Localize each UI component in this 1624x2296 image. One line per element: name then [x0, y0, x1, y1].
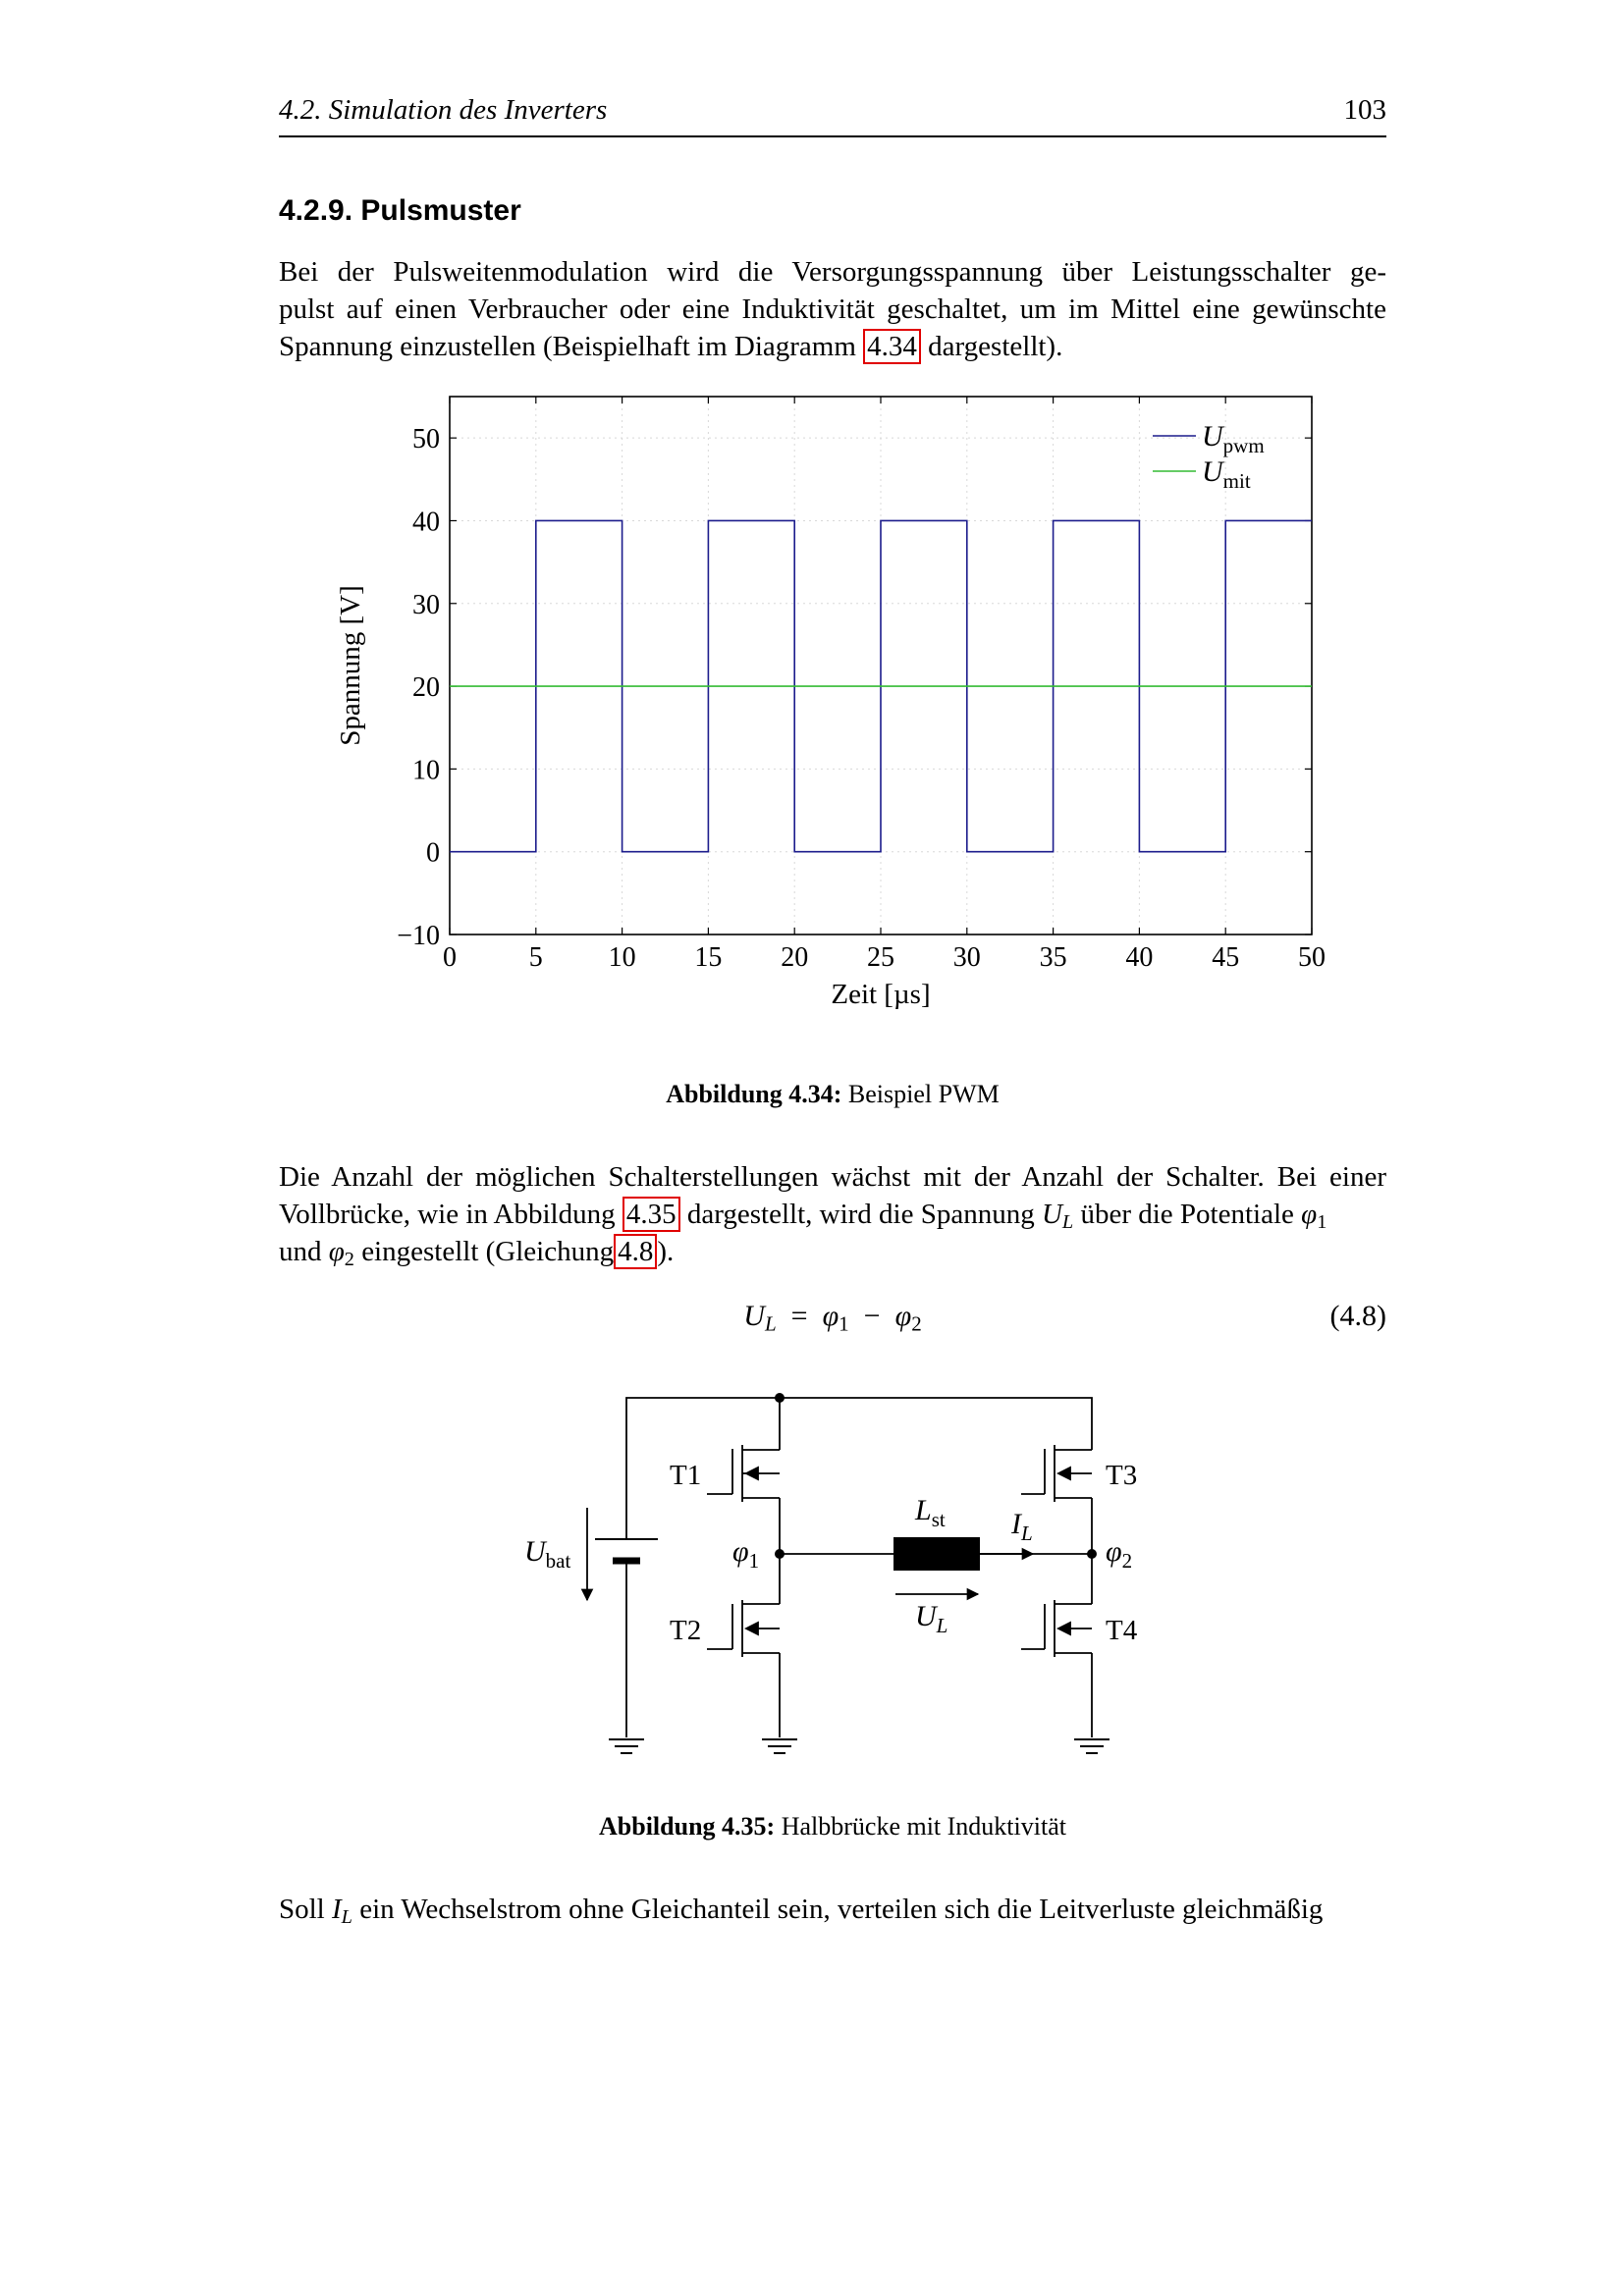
- x-tick-label: 10: [608, 942, 636, 973]
- text-run: eingestellt (Gleichung: [353, 1236, 615, 1267]
- math-subscript: L: [341, 1906, 352, 1929]
- x-tick-label: 50: [1298, 942, 1326, 973]
- paragraph-line: Bei der Pulsweitenmodulation wird die Versorgungsspannung über Leistungsschalter ge-: [279, 256, 1386, 288]
- paragraph-line: [279, 1891, 1386, 1928]
- equation-ref-link[interactable]: 4.8: [614, 1234, 657, 1269]
- circuit-wires: [626, 1398, 1092, 1737]
- math-subscript: 1: [1317, 1211, 1327, 1234]
- ground-symbol: [609, 1739, 644, 1753]
- caption-text: Beispiel PWM: [847, 1080, 1000, 1108]
- y-tick-label: 0: [426, 837, 440, 869]
- equation-number: (4.8): [1329, 1300, 1386, 1332]
- y-tick-label: 20: [412, 672, 440, 704]
- equals-sign: =: [784, 1300, 816, 1332]
- transistor-t3: [1021, 1445, 1092, 1502]
- text-run: dargestellt, wird die Spannung: [679, 1199, 1042, 1230]
- label-il: [1010, 1508, 1033, 1545]
- math-symbol: φ: [328, 1236, 345, 1267]
- figure-ref-link[interactable]: 4.35: [623, 1197, 680, 1232]
- text-run: Soll: [279, 1894, 332, 1925]
- x-axis-label: Zeit [µs]: [831, 979, 931, 1010]
- paragraph-line: Die Anzahl der möglichen Schalterstellungen wächst mit der Anzahl der Schalter. Bei einer: [279, 1161, 1386, 1193]
- label-ubat: [524, 1535, 570, 1573]
- label-t1: T1: [670, 1460, 702, 1491]
- transistor-t2: [707, 1600, 780, 1657]
- math-symbol: U: [915, 1600, 937, 1632]
- x-tick-label: 25: [867, 942, 894, 973]
- caption-text: Halbbrücke mit Induktivität: [781, 1812, 1066, 1841]
- math-symbol: φ: [1301, 1199, 1318, 1230]
- x-tick-label: 40: [1125, 942, 1154, 973]
- math-symbol: I: [332, 1894, 342, 1925]
- y-tick-label: 50: [412, 424, 440, 455]
- math-symbol: U: [1041, 1199, 1062, 1230]
- math-symbol: φ: [822, 1300, 839, 1332]
- text-run: ein Wechselstrom ohne Gleichanteil sein, verteilen sich die Leitverluste gleichmäßig: [352, 1894, 1324, 1925]
- node-phi2-dot: [1087, 1549, 1097, 1559]
- transistor-t4: [1021, 1600, 1092, 1657]
- text-run: dargestellt).: [920, 331, 1063, 362]
- math-subscript: 2: [911, 1311, 922, 1336]
- caption-label: Abbildung 4.35:: [599, 1812, 776, 1841]
- ground-symbol: [1074, 1739, 1110, 1753]
- math-subscript: L: [764, 1311, 777, 1336]
- node-dot: [775, 1393, 785, 1403]
- math-subscript: 2: [344, 1249, 354, 1271]
- math-symbol: φ: [894, 1300, 912, 1332]
- math-subscript: 1: [748, 1549, 760, 1573]
- math-symbol: L: [915, 1494, 932, 1526]
- text-run: ).: [657, 1236, 675, 1267]
- y-tick-label: 30: [412, 589, 440, 620]
- y-axis-label: Spannung [V]: [335, 585, 366, 746]
- node-phi1-dot: [775, 1549, 785, 1559]
- text-run: Spannung einzustellen (Beispielhaft im Diagramm: [279, 331, 864, 362]
- text-run: über die Potentiale: [1073, 1199, 1302, 1230]
- legend-symbol: U: [1202, 455, 1223, 488]
- text-run: Vollbrücke, wie in Abbildung: [279, 1199, 623, 1230]
- x-tick-label: 45: [1212, 942, 1240, 973]
- math-symbol: U: [743, 1300, 765, 1332]
- text-run: und: [279, 1236, 329, 1267]
- x-tick-label: 15: [694, 942, 723, 973]
- section-heading: 4.2.9. Pulsmuster: [279, 194, 521, 227]
- y-tick-label: 40: [412, 507, 440, 538]
- header-section-title: 4.2. Simulation des Inverters: [279, 94, 608, 126]
- label-t4: T4: [1106, 1615, 1138, 1646]
- paragraph-line: pulst auf einen Verbraucher oder eine Induktivität geschaltet, um im Mittel eine gewünschte: [279, 294, 1386, 325]
- math-subscript: 1: [839, 1311, 849, 1336]
- x-tick-label: 0: [443, 942, 457, 973]
- math-symbol: I: [1011, 1508, 1021, 1540]
- math-symbol: U: [524, 1535, 546, 1568]
- legend-subscript: mit: [1222, 469, 1251, 493]
- ground-symbol: [762, 1739, 797, 1753]
- y-tick-label: 10: [412, 755, 440, 786]
- label-lst: [914, 1494, 946, 1531]
- math-subscript: 2: [1121, 1549, 1133, 1573]
- math-subscript: L: [1021, 1522, 1033, 1545]
- header-page-number: 103: [1343, 94, 1386, 126]
- x-tick-label: 30: [952, 942, 981, 973]
- label-t2: T2: [670, 1615, 702, 1646]
- label-phi1: [732, 1535, 759, 1573]
- y-tick-label: −10: [397, 921, 440, 951]
- math-subscript: L: [1061, 1211, 1074, 1234]
- inductor-symbol: [893, 1537, 980, 1571]
- minus-sign: −: [856, 1300, 889, 1332]
- figure-ref-link[interactable]: 4.34: [863, 329, 921, 364]
- label-phi2: [1106, 1535, 1132, 1573]
- battery-symbol: [595, 1539, 658, 1561]
- paragraph-conduction-losses: [279, 1891, 1386, 1928]
- legend-subscript: pwm: [1222, 434, 1265, 457]
- label-ul: [915, 1600, 947, 1637]
- math-symbol: φ: [1106, 1535, 1122, 1568]
- transistor-t1: [707, 1445, 780, 1502]
- math-symbol: φ: [732, 1535, 749, 1568]
- math-il: [332, 1894, 352, 1929]
- x-tick-label: 35: [1039, 942, 1067, 973]
- figure-caption-circuit: [279, 1812, 1386, 1842]
- label-t3: T3: [1106, 1460, 1138, 1491]
- math-subscript: bat: [545, 1549, 571, 1573]
- caption-label: Abbildung 4.34:: [666, 1080, 842, 1108]
- math-subscript: L: [936, 1614, 948, 1637]
- x-tick-label: 5: [528, 942, 543, 973]
- math-subscript: st: [931, 1508, 946, 1531]
- legend-symbol: U: [1202, 420, 1223, 453]
- x-tick-label: 20: [781, 942, 809, 973]
